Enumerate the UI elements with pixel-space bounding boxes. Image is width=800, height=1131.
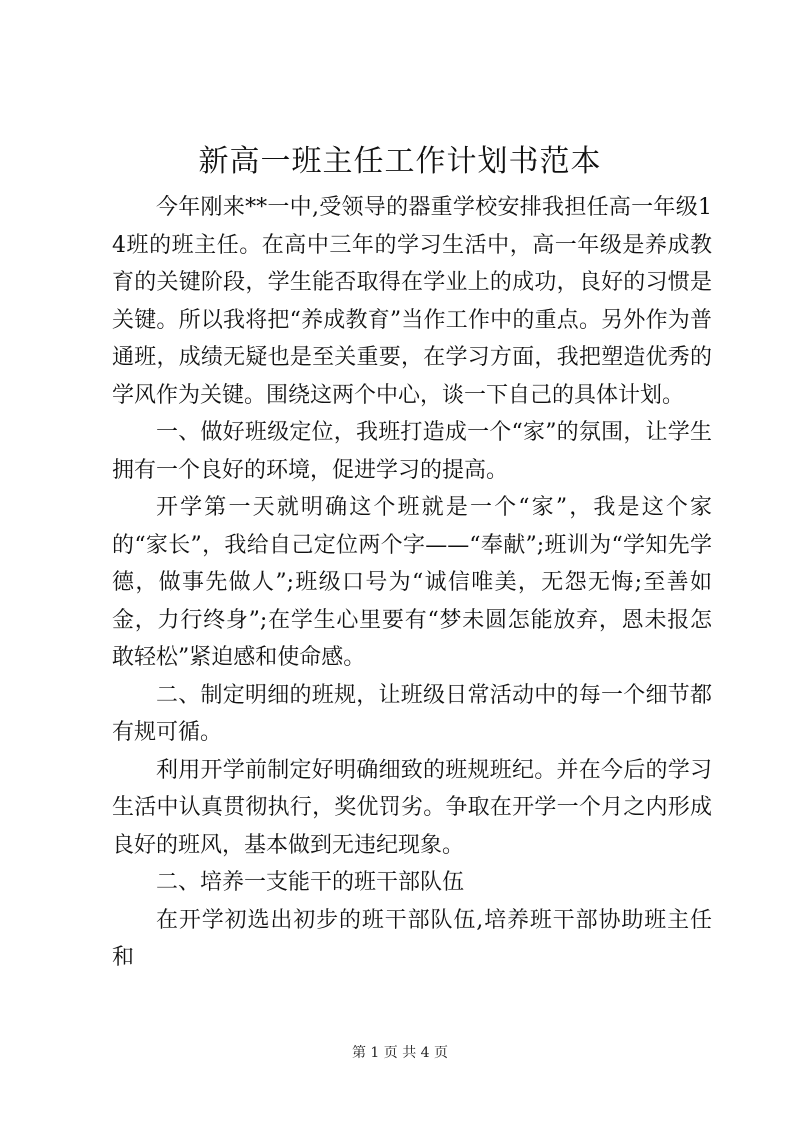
paragraph-section-2-heading: 二、制定明细的班规，让班级日常活动中的每一个细节都有规可循。 — [112, 682, 712, 745]
paragraph-intro: 今年刚来**一中,受领导的器重学校安排我担任高一年级14班的班主任。在高中三年的学习生活中，高一年级是养成教育的关键阶段，学生能否取得在学业上的成功，良好的习惯是关键。所以我将把“养成教育”当作工作中的重点。另外作为普通班，成绩无疑也是至关重要，在学习方面，我把塑造优秀的学风作为关键。围绕这两个中心，谈一下自己的具体计划。 — [112, 195, 712, 408]
paragraph-section-1-body: 开学第一天就明确这个班就是一个“家”，我是这个家的“家长”，我给自己定位两个字——“奉献”;班训为“学知先学德，做事先做人”;班级口号为“诚信唯美，无怨无悔;至善如金，力行终身”;在学生心里要有“梦未圆怎能放弃，恩未报怎敢轻松”紧迫感和使命感。 — [112, 495, 712, 670]
page-footer: 第 1 页 共 4 页 — [351, 1045, 449, 1061]
paragraph-section-3-heading: 二、培养一支能干的班干部队伍 — [156, 870, 465, 895]
paragraph-section-2-body: 利用开学前制定好明确细致的班规班纪。并在今后的学习生活中认真贯彻执行，奖优罚劣。争取在开学一个月之内形成良好的班风，基本做到无违纪现象。 — [112, 757, 712, 858]
document-body — [112, 189, 712, 977]
document-title: 新高一班主任工作计划书范本 — [198, 144, 602, 179]
paragraph-section-3-body: 在开学初选出初步的班干部队伍,培养班干部协助班主任和 — [112, 907, 712, 970]
paragraph-section-1-heading: 一、做好班级定位，我班打造成一个“家”的氛围，让学生拥有一个良好的环境，促进学习的提高。 — [112, 420, 712, 483]
